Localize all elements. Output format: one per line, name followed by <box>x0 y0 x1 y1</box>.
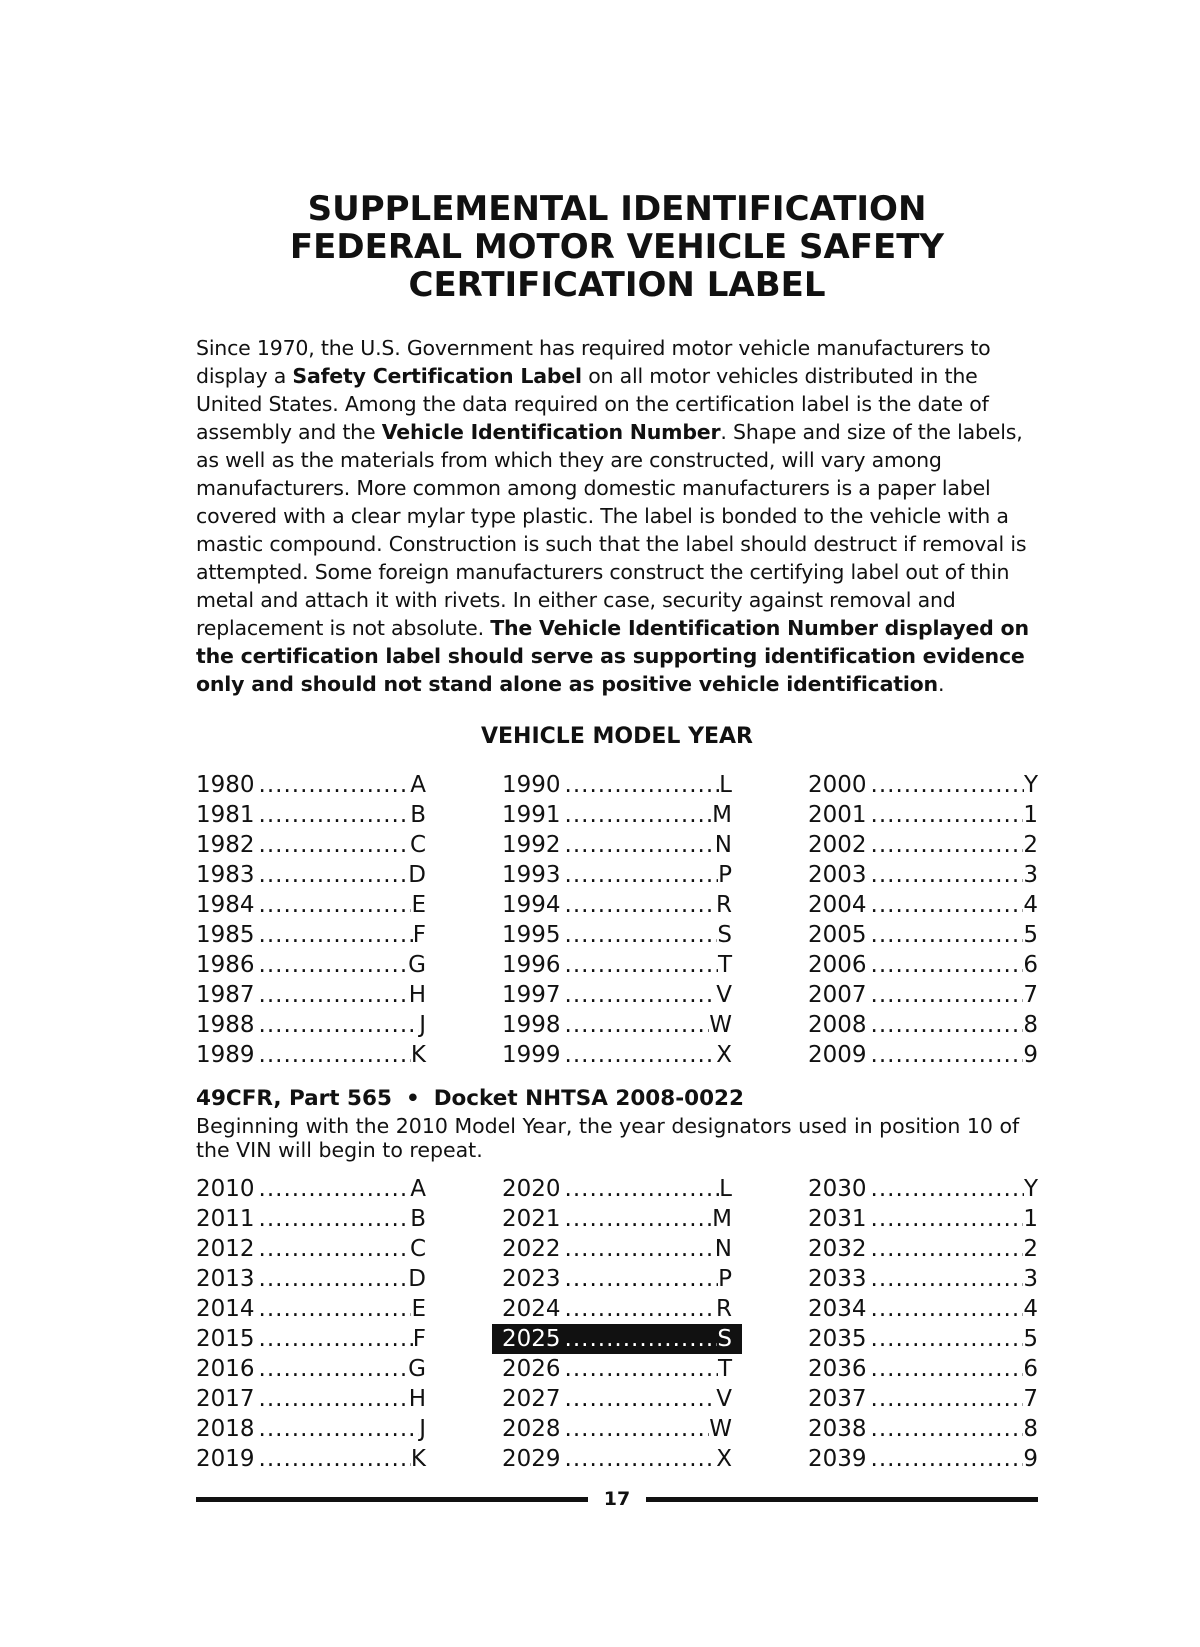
model-year: 1994 <box>502 892 561 918</box>
year-code: 5 <box>1023 922 1038 948</box>
model-year: 1981 <box>196 802 255 828</box>
intro-text-4: . <box>937 672 945 696</box>
dot-leader <box>561 800 713 830</box>
model-year: 2004 <box>808 892 867 918</box>
year-code: N <box>714 832 732 858</box>
dot-leader <box>255 950 409 980</box>
dot-leader <box>561 1414 710 1444</box>
year-row <box>806 950 1040 980</box>
dot-leader <box>561 1294 716 1324</box>
dot-leader <box>561 1354 718 1384</box>
model-year: 2032 <box>808 1236 867 1262</box>
year-row <box>500 1040 734 1070</box>
dot-leader <box>867 1354 1024 1384</box>
footer-rule-right <box>646 1497 1038 1502</box>
year-code: F <box>412 922 426 948</box>
dot-leader <box>867 1204 1024 1234</box>
model-year-table-1980-2009 <box>196 770 1038 1070</box>
dot-leader <box>255 1444 411 1474</box>
dot-leader <box>255 800 411 830</box>
model-year: 2008 <box>808 1012 867 1038</box>
model-year: 2037 <box>808 1386 867 1412</box>
dot-leader <box>867 1444 1024 1474</box>
year-row <box>500 800 734 830</box>
year-row <box>500 890 734 920</box>
dot-leader <box>561 860 719 890</box>
year-row <box>500 1354 734 1384</box>
year-row <box>194 1204 428 1234</box>
year-row <box>806 800 1040 830</box>
year-row <box>806 890 1040 920</box>
year-row <box>500 1294 734 1324</box>
dot-leader <box>255 1174 411 1204</box>
model-year: 1999 <box>502 1042 561 1068</box>
model-year: 1985 <box>196 922 255 948</box>
year-row <box>500 950 734 980</box>
year-code: M <box>712 802 732 828</box>
dot-leader <box>867 1264 1024 1294</box>
year-code: C <box>409 832 426 858</box>
year-row <box>500 1414 734 1444</box>
year-row <box>806 1324 1040 1354</box>
dot-leader <box>561 1264 719 1294</box>
model-year: 2007 <box>808 982 867 1008</box>
regulation-text: Beginning with the 2010 Model Year, the year designators used in position 10 of the VIN will begin to repeat. <box>196 1114 1020 1162</box>
year-row <box>194 1354 428 1384</box>
year-column <box>502 770 732 1070</box>
year-row <box>500 1444 734 1474</box>
model-year: 2036 <box>808 1356 867 1382</box>
dot-leader <box>867 770 1024 800</box>
year-row <box>194 1294 428 1324</box>
dot-leader <box>867 1010 1024 1040</box>
year-row <box>500 1010 734 1040</box>
year-code: X <box>716 1446 732 1472</box>
year-code: J <box>419 1416 426 1442</box>
year-row <box>194 1174 428 1204</box>
year-code: P <box>718 862 732 888</box>
model-year: 2028 <box>502 1416 561 1442</box>
title-line-3: CERTIFICATION LABEL <box>408 265 826 305</box>
dot-leader <box>561 770 720 800</box>
year-code: X <box>716 1042 732 1068</box>
year-code: C <box>409 1236 426 1262</box>
dot-leader <box>561 890 716 920</box>
year-code: N <box>714 1236 732 1262</box>
year-row <box>500 920 734 950</box>
model-year-heading: VEHICLE MODEL YEAR <box>481 724 753 749</box>
year-code: 4 <box>1023 892 1038 918</box>
year-row <box>806 1444 1040 1474</box>
dot-leader <box>867 1324 1024 1354</box>
dot-leader <box>867 1234 1024 1264</box>
dot-leader <box>867 920 1024 950</box>
year-row <box>806 1204 1040 1234</box>
footer-rule-left <box>196 1497 588 1502</box>
year-row <box>194 800 428 830</box>
dot-leader <box>561 830 715 860</box>
year-code: 9 <box>1023 1446 1038 1472</box>
dot-leader <box>867 1294 1024 1324</box>
model-year: 2029 <box>502 1446 561 1472</box>
dot-leader <box>561 1040 717 1070</box>
model-year-table-2010-2039 <box>196 1174 1038 1474</box>
year-code: T <box>717 952 732 978</box>
year-code: 9 <box>1023 1042 1038 1068</box>
year-code: A <box>410 772 426 798</box>
model-year: 1997 <box>502 982 561 1008</box>
model-year: 2001 <box>808 802 867 828</box>
year-code: 2 <box>1023 832 1038 858</box>
intro-bold-warning: The Vehicle Identification Number displayed on the certification label should serve as supporting identification evidence only and should not stand alone as positive vehicle identification <box>196 616 1029 696</box>
year-row <box>194 1384 428 1414</box>
year-code: 8 <box>1023 1012 1038 1038</box>
year-row <box>806 1264 1040 1294</box>
dot-leader <box>561 1384 717 1414</box>
model-year: 2019 <box>196 1446 255 1472</box>
year-code: G <box>408 952 426 978</box>
year-row <box>194 1234 428 1264</box>
model-year: 2021 <box>502 1206 561 1232</box>
model-year: 2039 <box>808 1446 867 1472</box>
model-year: 1996 <box>502 952 561 978</box>
model-year: 1995 <box>502 922 561 948</box>
year-row <box>194 1040 428 1070</box>
dot-leader <box>255 980 409 1010</box>
model-year: 1983 <box>196 862 255 888</box>
dot-leader <box>255 770 411 800</box>
model-year: 2025 <box>502 1326 561 1352</box>
dot-leader <box>867 830 1024 860</box>
model-year: 2014 <box>196 1296 255 1322</box>
year-code: 1 <box>1023 1206 1038 1232</box>
dot-leader <box>561 1444 717 1474</box>
model-year: 2018 <box>196 1416 255 1442</box>
dot-leader <box>561 980 717 1010</box>
regulation-heading <box>196 1084 1038 1114</box>
dot-leader <box>255 1324 413 1354</box>
dot-leader <box>255 860 409 890</box>
page-footer <box>196 1484 1038 1514</box>
year-row-highlighted <box>492 1324 742 1354</box>
dot-leader <box>867 1174 1024 1204</box>
model-year: 1992 <box>502 832 561 858</box>
dot-leader <box>255 1010 420 1040</box>
dot-leader <box>255 830 410 860</box>
dot-leader <box>561 1010 710 1040</box>
year-row <box>806 1234 1040 1264</box>
year-code: K <box>410 1446 426 1472</box>
model-year: 2022 <box>502 1236 561 1262</box>
bullet-separator: • <box>405 1086 420 1111</box>
year-code: 6 <box>1023 1356 1038 1382</box>
model-year: 1991 <box>502 802 561 828</box>
year-column <box>502 1174 732 1474</box>
model-year: 2031 <box>808 1206 867 1232</box>
dot-leader <box>255 1414 420 1444</box>
page-title <box>196 190 1038 304</box>
year-row <box>500 860 734 890</box>
year-row <box>806 1174 1040 1204</box>
title-line-2: FEDERAL MOTOR VEHICLE SAFETY <box>289 227 945 267</box>
page-number: 17 <box>603 1488 631 1510</box>
year-code: V <box>716 982 732 1008</box>
model-year: 2010 <box>196 1176 255 1202</box>
year-code: D <box>408 862 426 888</box>
year-code: K <box>410 1042 426 1068</box>
year-column <box>196 770 426 1070</box>
year-code: H <box>408 1386 426 1412</box>
model-year: 2006 <box>808 952 867 978</box>
year-code: E <box>411 892 426 918</box>
model-year: 1987 <box>196 982 255 1008</box>
year-row <box>806 1354 1040 1384</box>
dot-leader <box>255 1040 411 1070</box>
year-code: Y <box>1023 772 1038 798</box>
year-row <box>194 860 428 890</box>
dot-leader <box>867 1414 1024 1444</box>
dot-leader <box>255 1264 409 1294</box>
year-code: 3 <box>1023 862 1038 888</box>
title-line-1: SUPPLEMENTAL IDENTIFICATION <box>307 189 927 229</box>
year-code: B <box>410 1206 426 1232</box>
intro-text-3: . Shape and size of the labels, as well as the materials from which they are constructed, will vary among manufacturers. More common among domestic manufacturers is a paper label covered with a clear mylar type plastic. The label is bonded to the vehicle with a mastic compound. Construction is such that the label should destruct if removal is attempted. Some foreign manufacturers construct the certifying label out of thin metal and attach it with rivets. In either case, security against removal and replacement is not absolute. <box>196 420 1027 640</box>
year-code: F <box>412 1326 426 1352</box>
dot-leader <box>561 1204 713 1234</box>
year-code: 5 <box>1023 1326 1038 1352</box>
model-year: 1982 <box>196 832 255 858</box>
model-year: 2009 <box>808 1042 867 1068</box>
model-year: 2026 <box>502 1356 561 1382</box>
model-year: 2017 <box>196 1386 255 1412</box>
model-year: 1998 <box>502 1012 561 1038</box>
year-code: Y <box>1023 1176 1038 1202</box>
year-row <box>194 1444 428 1474</box>
year-code: L <box>719 1176 732 1202</box>
year-code: R <box>716 892 732 918</box>
dot-leader <box>867 860 1024 890</box>
year-code: B <box>410 802 426 828</box>
dot-leader <box>561 950 718 980</box>
year-row <box>806 1040 1040 1070</box>
year-row <box>194 1414 428 1444</box>
year-code: H <box>408 982 426 1008</box>
year-code: T <box>717 1356 732 1382</box>
model-year: 2020 <box>502 1176 561 1202</box>
model-year: 2003 <box>808 862 867 888</box>
intro-bold-vin: Vehicle Identification Number <box>381 420 721 444</box>
model-year: 2024 <box>502 1296 561 1322</box>
dot-leader <box>255 1384 409 1414</box>
year-row <box>194 770 428 800</box>
year-row <box>500 1384 734 1414</box>
model-year: 1980 <box>196 772 255 798</box>
dot-leader <box>867 1384 1024 1414</box>
model-year: 1984 <box>196 892 255 918</box>
year-row <box>500 1174 734 1204</box>
model-year: 1986 <box>196 952 255 978</box>
dot-leader <box>561 1234 715 1264</box>
year-row <box>194 980 428 1010</box>
year-code: G <box>408 1356 426 1382</box>
year-column <box>808 1174 1038 1474</box>
year-row <box>806 1414 1040 1444</box>
dot-leader <box>255 1204 411 1234</box>
dot-leader <box>867 950 1024 980</box>
model-year: 2023 <box>502 1266 561 1292</box>
model-year: 2012 <box>196 1236 255 1262</box>
dot-leader <box>255 920 413 950</box>
year-row <box>194 1264 428 1294</box>
year-code: W <box>709 1012 732 1038</box>
year-row <box>194 830 428 860</box>
year-row <box>194 920 428 950</box>
model-year: 2015 <box>196 1326 255 1352</box>
year-row <box>806 1010 1040 1040</box>
year-row <box>500 1234 734 1264</box>
year-column <box>808 770 1038 1070</box>
year-row <box>806 920 1040 950</box>
model-year: 2030 <box>808 1176 867 1202</box>
year-code: S <box>717 922 732 948</box>
year-column <box>196 1174 426 1474</box>
dot-leader <box>255 890 412 920</box>
year-code: 7 <box>1023 982 1038 1008</box>
year-code: V <box>716 1386 732 1412</box>
year-row <box>194 890 428 920</box>
intro-text-1: Since 1970, the U.S. Government has required motor vehicle manufacturers to display a <box>196 336 991 388</box>
docket-reference: Docket NHTSA 2008-0022 <box>433 1086 744 1111</box>
document-page <box>196 190 1038 1474</box>
year-code: D <box>408 1266 426 1292</box>
dot-leader <box>561 1324 718 1354</box>
year-code: 1 <box>1023 802 1038 828</box>
year-row <box>500 770 734 800</box>
year-row <box>194 1324 428 1354</box>
model-year: 2027 <box>502 1386 561 1412</box>
year-row <box>806 860 1040 890</box>
year-code: 7 <box>1023 1386 1038 1412</box>
year-code: P <box>718 1266 732 1292</box>
dot-leader <box>867 890 1024 920</box>
year-row <box>806 1384 1040 1414</box>
model-year: 2002 <box>808 832 867 858</box>
model-year: 1989 <box>196 1042 255 1068</box>
year-code: 8 <box>1023 1416 1038 1442</box>
model-year: 2033 <box>808 1266 867 1292</box>
year-row <box>500 830 734 860</box>
year-row <box>194 950 428 980</box>
intro-bold-safety-label: Safety Certification Label <box>292 364 582 388</box>
year-code: S <box>717 1326 732 1352</box>
year-row <box>806 1294 1040 1324</box>
model-year: 2011 <box>196 1206 255 1232</box>
year-row <box>194 1010 428 1040</box>
year-row <box>500 1264 734 1294</box>
cfr-reference: 49CFR, Part 565 <box>196 1086 392 1111</box>
year-code: M <box>712 1206 732 1232</box>
model-year: 1990 <box>502 772 561 798</box>
dot-leader <box>867 800 1024 830</box>
dot-leader <box>561 920 718 950</box>
intro-text-2: on all motor vehicles distributed in the United States. Among the data required on the certification label is the date of assembly and the <box>196 364 989 444</box>
year-row <box>500 1204 734 1234</box>
intro-paragraph <box>196 334 1038 698</box>
dot-leader <box>867 1040 1024 1070</box>
dot-leader <box>561 1174 720 1204</box>
year-code: 6 <box>1023 952 1038 978</box>
year-code: 3 <box>1023 1266 1038 1292</box>
year-code: 4 <box>1023 1296 1038 1322</box>
model-year: 2016 <box>196 1356 255 1382</box>
dot-leader <box>255 1234 410 1264</box>
model-year: 2035 <box>808 1326 867 1352</box>
model-year: 1993 <box>502 862 561 888</box>
model-year: 2005 <box>808 922 867 948</box>
year-row <box>806 830 1040 860</box>
year-row <box>806 770 1040 800</box>
dot-leader <box>255 1354 409 1384</box>
dot-leader <box>867 980 1024 1010</box>
dot-leader <box>255 1294 412 1324</box>
year-row <box>500 980 734 1010</box>
year-code: E <box>411 1296 426 1322</box>
model-year: 2013 <box>196 1266 255 1292</box>
year-code: J <box>419 1012 426 1038</box>
model-year: 2000 <box>808 772 867 798</box>
model-year: 2038 <box>808 1416 867 1442</box>
year-code: W <box>709 1416 732 1442</box>
year-code: R <box>716 1296 732 1322</box>
year-row <box>806 980 1040 1010</box>
model-year: 2034 <box>808 1296 867 1322</box>
model-year: 1988 <box>196 1012 255 1038</box>
year-code: 2 <box>1023 1236 1038 1262</box>
year-code: A <box>410 1176 426 1202</box>
year-code: L <box>719 772 732 798</box>
